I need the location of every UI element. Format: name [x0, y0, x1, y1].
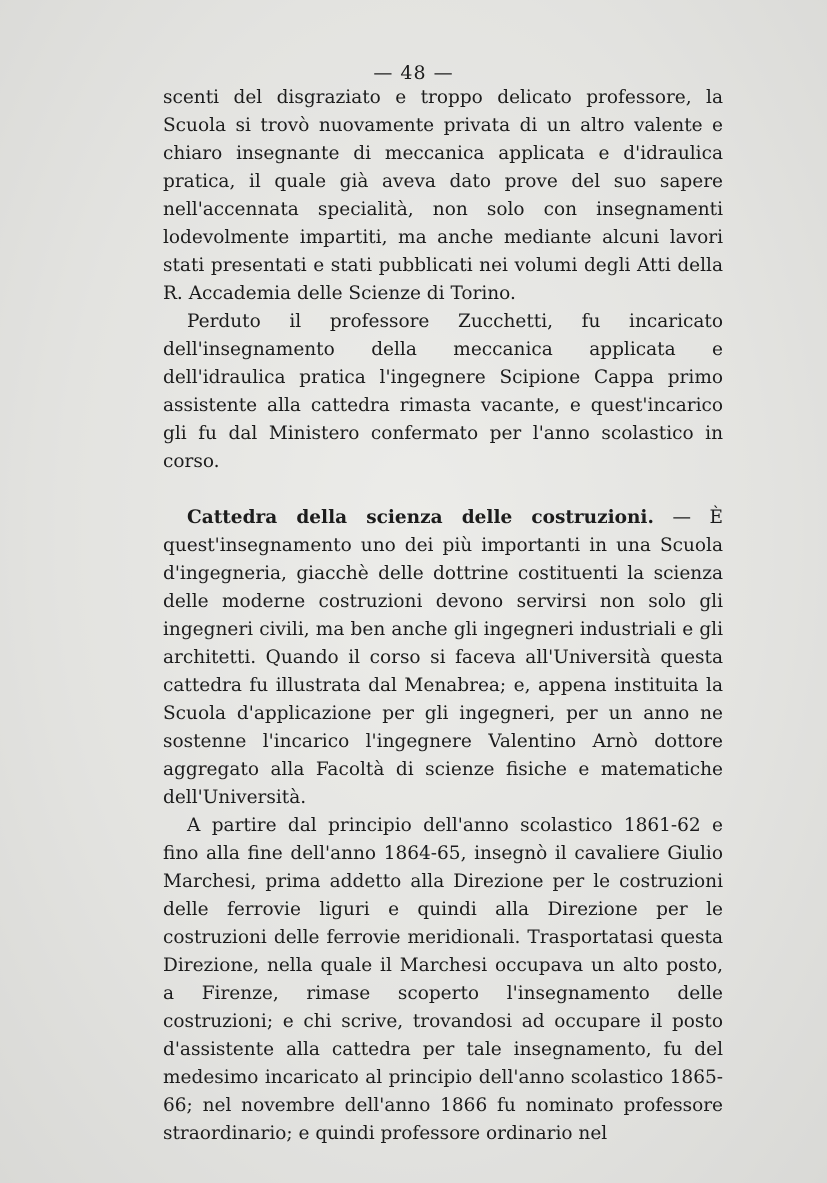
page-number: — 48 —	[373, 62, 454, 84]
paragraph-3	[163, 504, 723, 812]
body-text	[163, 84, 723, 1148]
paragraph-4: A partire dal principio dell'anno scolastico 1861-62 e fino alla fine dell'anno 1864-65, insegnò il cavaliere Giulio Marchesi, prima addetto alla Direzione per le costruzioni delle ferrovie liguri e quindi alla Direzione per le costruzioni delle ferrovie meridionali. Trasportatasi questa Direzione, nella quale il Marchesi occupava un alto posto, a Firenze, rimase scoperto l'insegnamento delle costruzioni; e chi scrive, trovandosi ad occupare il posto d'assistente alla cattedra per tale insegnamento, fu del medesimo incaricato al principio dell'anno scolastico 1865-66; nel novembre dell'anno 1866 fu nominato professore straordinario; e quindi professore ordinario nel	[163, 815, 723, 1144]
section-heading: Cattedra della scienza delle costruzioni.	[187, 507, 654, 528]
paragraph-3-text: — È quest'insegnamento uno dei più importanti in una Scuola d'ingegneria, giacchè delle dottrine costituenti la scienza delle moderne costruzioni devono servirsi non solo gli ingegneri civili, ma ben anche gli ingegneri industriali e gli architetti. Quando il corso si faceva all'Università questa cattedra fu illustrata dal Menabrea; e, appena instituita la Scuola d'applicazione per gli ingegneri, per un anno ne sostenne l'incarico l'ingegnere Valentino Arnò dottore aggregato alla Facoltà di scienze fisiche e matematiche dell'Università.	[163, 507, 723, 808]
paragraph-2: Perduto il professore Zucchetti, fu incaricato dell'insegnamento della meccanica applicata e dell'idraulica pratica l'ingegnere Scipione Cappa primo assistente alla cattedra rimasta vacante, e quest'incarico gli fu dal Ministero confermato per l'anno scolastico in corso.	[163, 311, 723, 472]
paragraph-1: scenti del disgraziato e troppo delicato professore, la Scuola si trovò nuovamente privata di un altro valente e chiaro insegnante di meccanica applicata e d'idraulica pratica, il quale già aveva dato prove del suo sapere nell'accennata specialità, non solo con insegnamenti lodevolmente impartiti, ma anche mediante alcuni lavori stati presentati e stati pubblicati nei volumi degli Atti della R. Accademia delle Scienze di Torino.	[163, 87, 723, 304]
